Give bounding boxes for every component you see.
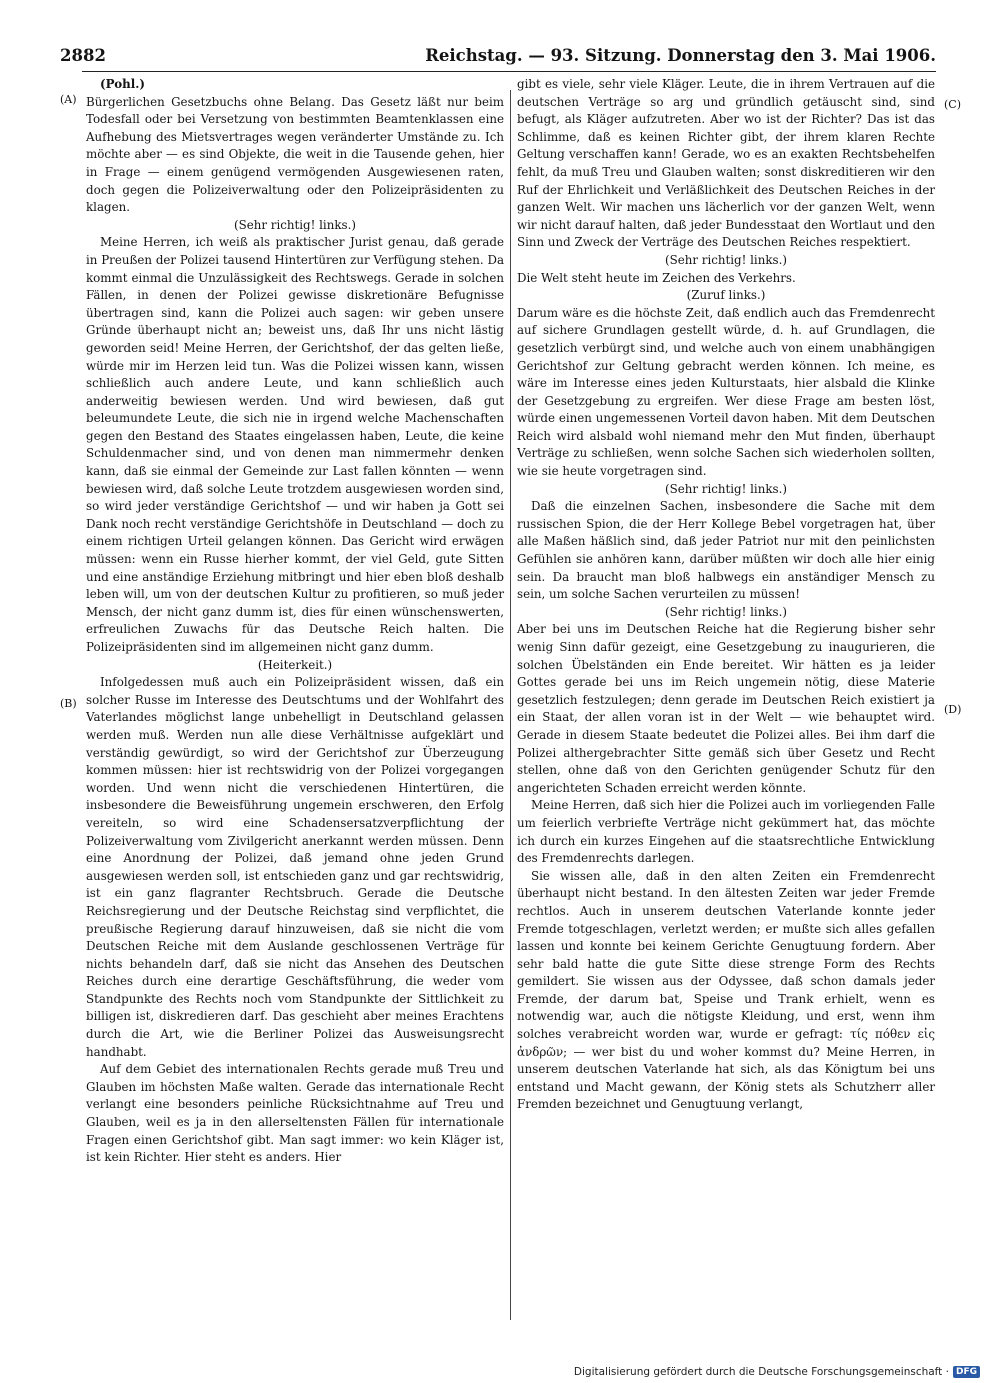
running-title: Reichstag. — 93. Sitzung. Donnerstag den 3. Mai 1906. bbox=[425, 46, 936, 65]
interjection: (Sehr richtig! links.) bbox=[233, 217, 356, 232]
speaker-name: (Pohl.) bbox=[100, 77, 145, 91]
header-rule bbox=[82, 71, 936, 72]
margin-letter-c: (C) bbox=[944, 98, 961, 111]
column-divider bbox=[510, 90, 511, 1320]
interjection: (Sehr richtig! links.) bbox=[664, 604, 787, 619]
footer-credit bbox=[574, 1366, 980, 1378]
paragraph: Bürgerlichen Gesetzbuchs ohne Belang. Das Gesetz läßt nur beim Todesfall oder bei Versetzung von bestimmten Beamtenklassen eine Aufhebung des Mietsvertrages wegen veränderter Umstände zu. Ich möchte aber — es sind Objekte, die weit in die Tausende gehen, hier in Frage — einem genügend vermögenden Ausgewiesenen raten, doch gegen die Polizeiverwaltung oder den Polizeipräsidenten zu klagen. bbox=[86, 94, 504, 215]
paragraph: Aber bei uns im Deutschen Reiche hat die Regierung bisher sehr wenig Sinn dafür gezeigt, eine Gesetzgebung zu inaugurieren, die solchen Übelständen ein Ende bereitet. Wir hätten es ja leider Gottes gerade bei uns im Reich ungemein nötig, diese Materie gesetzlich festzulegen; denn gerade im Deutschen Reich existiert ja ein Staat, der allen voran ist in der Welt — wie behauptet wird. Gerade in diesem Staate bedeutet die Polizei alles. Bei ihm darf die Polizei althergebrachter Sitte gemäß sich über Gesetz und Recht stellen, ohne daß von den Gerichten genügender Schutz für den angerichteten Schaden erreicht werden könnte. bbox=[517, 622, 935, 795]
page-header bbox=[60, 46, 936, 70]
page-number: 2882 bbox=[60, 46, 106, 65]
interjection: (Sehr richtig! links.) bbox=[664, 252, 787, 267]
margin-letter-b: (B) bbox=[60, 697, 77, 710]
interjection: (Zuruf links.) bbox=[686, 288, 766, 303]
footer-text: Digitalisierung gefördert durch die Deutsche Forschungsgemeinschaft · bbox=[573, 1366, 949, 1378]
paragraph: Infolgedessen muß auch ein Polizeipräsident wissen, daß ein solcher Russe im Interesse des Deutschtums und der Wohlfahrt des Vaterlandes möglichst lange unbehelligt in Deutschland gelassen werden muß. Werden nun alle diese Verhältnisse aufgeklärt und verständig gewürdigt, so wird der Gerichtshof zur Überzeugung kommen müssen: hier ist rechtswidrig von der Polizei vorgegangen worden. Und wenn nicht die verschiedenen Hintertüren, die insbesondere die Beweisführung ungemein erschweren, den Erfolg vereiteln, so wird eine Schadensersatzverpflichtung der Polizeiverwaltung vom Zivilgericht anerkannt werden müssen. Denn eine Anordnung der Polizei, daß jemand ohne jeden Grund ausgewiesen werden soll, ist entschieden ganz und gar rechtswidrig, ist ein ganz flagranter Rechtsbruch. Gerade die Deutsche Reichsregierung und der Deutsche Reichstag sind verpflichtet, die preußische Regierung darauf hinzuweisen, daß sie nicht die vom Deutschen Reiche mit dem Auslande geschlossenen Verträge für nichts behandeln darf, daß sie nicht das Ansehen des Deutschen Reiches durch eine derartige Geschäftsführung, die weder vom Standpunkte des Rechts noch vom Standpunkte der Sittlichkeit zu billigen ist, diskredieren darf. Das geschieht aber meines Erachtens durch die Art, wie die Berliner Polizei das Ausweisungsrecht handhabt. bbox=[86, 675, 504, 1059]
paragraph: Daß die einzelnen Sachen, insbesondere die Sache mit dem russischen Spion, die der Herr Kollege Bebel vorgetragen hat, über alle Maßen häßlich sind, daß jeder Patriot nur mit den peinlichsten Gefühlen sie anhören kann, darüber müßten wir doch alle hier einig sein. Da braucht man bloß halbwegs ein anständiger Mensch zu sein, um solche Sachen verurteilen zu müssen! bbox=[517, 499, 935, 602]
margin-letter-a: (A) bbox=[60, 93, 77, 106]
paragraph: Meine Herren, ich weiß als praktischer Jurist genau, daß gerade in Preußen der Polizei tausend Hintertüren zur Verfügung stehen. Da kommt einmal die Unzulässigkeit des Rechtswegs. Gerade in solchen Fällen, in denen der Polizei gewisse diskretionäre Befugnisse übertragen sind, kann die Polizei auch sagen: wir geben unsere Gründe überhaupt nicht an; beweist uns, daß Ihr uns nicht lästig geworden seid! Meine Herren, der Gerichtshof, der das gelten ließe, würde mir im Herzen leid tun. Was die Polizei wissen kann, wissen schließlich auch andere Leute, und kann schließlich auch anderweitig bewiesen werden. Und wird bewiesen, daß gut beleumundete Leute, die sich nie in irgend welche Machenschaften gegen den Bestand des Staates eingelassen haben, Leute, die keine Schuldenmacher sind, und von denen man nimmermehr denken kann, daß sie einmal der Gemeinde zur Last fallen könnten — wenn bewiesen wird, daß solche Leute trotzdem ausgewiesen worden sind, so wird jeder verständige Gerichtshof — und wir haben ja Gott sei Dank noch recht verständige Gerichtshöfe in Deutschland — doch zu einem richtigen Urteil gelangen können. Das Gericht wird erwägen müssen: wenn ein Russe hierher kommt, der viel Geld, gute Sitten und eine anständige Erziehung mitbringt und hier eben bloß deshalb leben will, um von der deutschen Kultur zu profitieren, so muß jeder Mensch, der nicht ganz dumm ist, dies für einen wünschenswerten, erfreulichen Zuwachs für das Deutsche Reich halten. Die Polizeipräsidenten sind im allgemeinen nicht ganz dumm. bbox=[86, 235, 504, 654]
interjection: (Heiterkeit.) bbox=[257, 657, 333, 672]
paragraph: Die Welt steht heute im Zeichen des Verkehrs. bbox=[517, 270, 796, 285]
margin-letter-d: (D) bbox=[944, 703, 962, 716]
paragraph: gibt es viele, sehr viele Kläger. Leute, die in ihrem Vertrauen auf die deutschen Verträge so arg und gründlich getäuscht sind, sind befugt, als Kläger aufzutreten. Aber wo ist der Richter? Das ist das Schlimme, daß es keinen Richter gibt, der ihrem klaren Rechte Geltung verschaffen kann! Gerade, wo es an exakten Rechtsbehelfen fehlt, da muß Treu und Glauben walten; sonst diskreditieren wir den Ruf der Ehrlichkeit und Verläßlichkeit des Deutschen Reiches in der ganzen Welt. Wir machen uns lächerlich vor der ganzen Welt, wenn wir nicht darauf halten, daß jeder Bundesstaat den Wortlaut und den Sinn und Zweck der Verträge des Deutschen Reiches respektiert. bbox=[517, 77, 935, 250]
paragraph: Darum wäre es die höchste Zeit, daß endlich auch das Fremdenrecht auf sichere Grundlagen gestellt würde, d. h. auf Grundlagen, die gesetzlich verbürgt sind, und welche auch von einem unabhängigen Gerichtshof zur Geltung gebracht werden können. Ich meine, es wäre im Interesse eines jeden Kulturstaats, hier alsbald die Klinke der Gesetzgebung zu ergreifen. Wer diese Frage am besten löst, würde einen ungemessenen Vorteil davon haben. Mit dem Deutschen Reich wird alsbald wohl niemand mehr den Mut finden, überhaupt Verträge zu schließen, wenn solche Sachen sich wiederholen sollten, wie sie heute vorgetragen sind. bbox=[517, 305, 935, 479]
paragraph: Auf dem Gebiet des internationalen Rechts gerade muß Treu und Glauben im höchsten Maße walten. Gerade das internationale Recht verlangt eine besonders peinliche Rücksichtnahme auf Treu und Glauben, weil es ja in den allerseltensten Fällen für internationale Fragen einen Gerichtshof gibt. Man sagt immer: wo kein Kläger ist, ist kein Richter. Hier steht es anders. Hier bbox=[86, 1062, 504, 1165]
paragraph: Sie wissen alle, daß in den alten Zeiten ein Fremdenrecht überhaupt nicht bestand. In den ältesten Zeiten war jeder Fremde rechtlos. Auch in unserem deutschen Vaterlande konnte jeder Fremde totgeschlagen, verletzt werden; er mußte sich alles gefallen lassen und konnte bei keinem Gerichte Genugtuung fordern. Aber sehr bald hatte die gute Sitte diese strenge Form des Rechts gemildert. Sie wissen aus der Odyssee, daß schon damals jeder Fremde, der darum bat, Speise und Trank erhielt, wenn es notwendig war, auch die nötigste Kleidung, und erst, wenn ihm solches verabreicht worden war, wurde er gefragt: τίς πόθεν εἰς ἀνδρῶν; — wer bist du und woher kommst du? Meine Herren, in unserem deutschen Vaterlande hat sich, als das Königtum bei uns entstand und Macht gewann, der König stets als Schutzherr aller Fremden bezeichnet und Genugtuung verlangt, bbox=[517, 868, 935, 1112]
right-column bbox=[517, 76, 935, 1114]
left-column bbox=[86, 76, 504, 1167]
interjection: (Sehr richtig! links.) bbox=[664, 481, 787, 496]
dfg-logo: DFG bbox=[953, 1366, 980, 1378]
paragraph: Meine Herren, daß sich hier die Polizei auch im vorliegenden Falle um feierlich verbriefte Verträge nicht gekümmert hat, das möchte ich durch ein kurzes Eingehen auf die staatsrechtliche Entwicklung des Fremdenrechts darlegen. bbox=[517, 798, 935, 866]
